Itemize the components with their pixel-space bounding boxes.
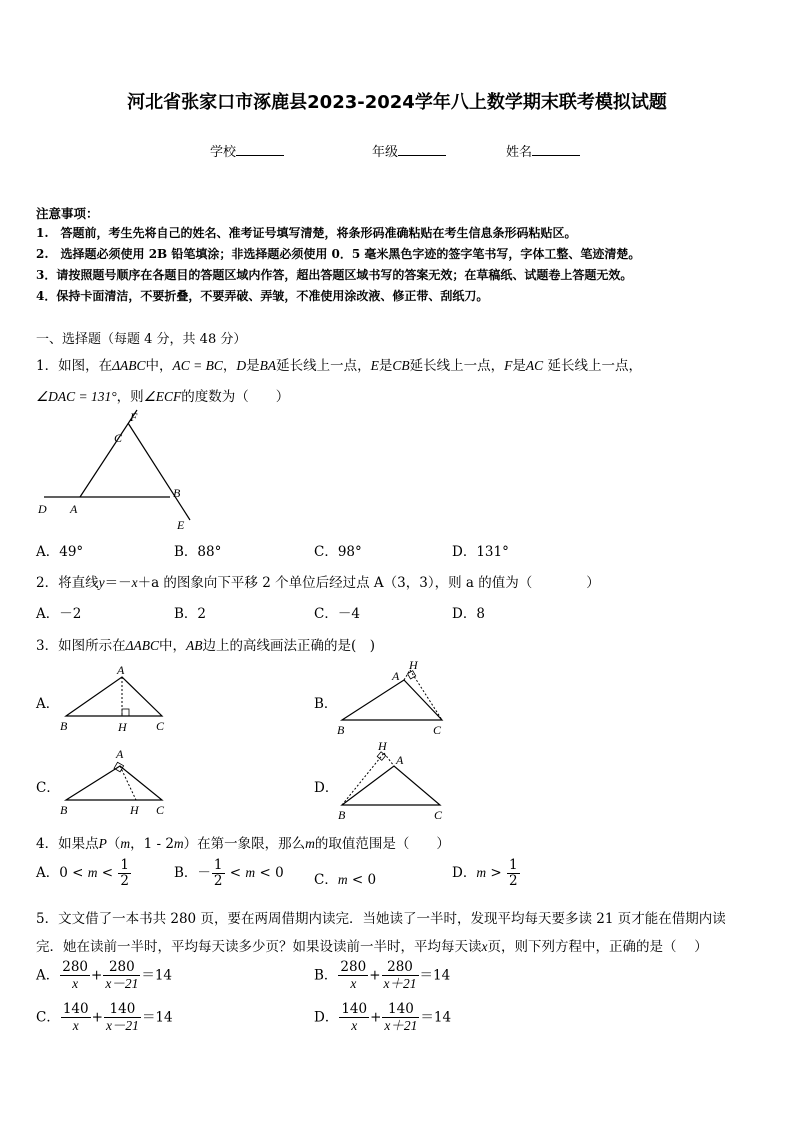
math: P <box>98 836 107 851</box>
text: 完．她在读前一半时，平均每天读多少页？如果设读前一半时，平均每天读 <box>36 939 482 955</box>
option-a[interactable] <box>36 858 132 889</box>
question-1-figure <box>30 405 210 535</box>
option-label: A． <box>36 967 60 984</box>
name-label: 姓名 <box>506 145 533 160</box>
note-item: 1. 答题前，考生先将自己的姓名、准考证号填写清楚，将条形码准确粘贴在考生信息条形码粘贴区。 <box>36 226 577 240</box>
fraction: $\frac{140}{x}$ <box>341 1001 368 1033</box>
text: 2．将直线 <box>36 575 99 591</box>
label-e: E <box>177 518 185 532</box>
text: ＝14 <box>141 1009 173 1026</box>
label-a: A <box>117 663 125 677</box>
option-a[interactable]: A． $\frac{280}{x}$ + $\frac{280}{x-21}$ ＝14 <box>36 959 173 991</box>
text: 延长线上一点， <box>409 358 505 374</box>
text: < 0 <box>347 872 377 888</box>
label-c: C <box>433 723 442 737</box>
option-b[interactable]: B． <box>314 696 338 712</box>
option-c[interactable] <box>314 868 376 888</box>
option-d-figure <box>330 738 460 823</box>
math: D <box>236 358 247 373</box>
math: m <box>476 865 487 880</box>
math: m <box>173 836 184 851</box>
math: ∠DAC = 131° <box>36 389 117 404</box>
math: E <box>370 358 379 373</box>
text: 延长线上一点， <box>276 358 371 374</box>
math: ΔABC <box>112 358 146 373</box>
option-b-figure <box>330 656 460 741</box>
text: （ <box>106 836 121 852</box>
option-a[interactable]: A．－2 <box>36 606 82 622</box>
text: － <box>197 865 211 881</box>
option-b[interactable]: B． $\frac{280}{x}$ + $\frac{280}{x+21}$ ＝14 <box>314 959 451 991</box>
text: 的度数为（ ） <box>181 389 290 405</box>
label-d: D <box>38 502 47 516</box>
label-h: H <box>378 739 387 753</box>
fraction: $\frac{280}{x}$ <box>340 959 367 991</box>
school-blank[interactable] <box>236 143 284 156</box>
option-c-figure <box>56 744 176 820</box>
option-d[interactable] <box>452 858 521 889</box>
text: 页，则下列方程中，正确的是（ ） <box>487 939 708 955</box>
label-b: B <box>337 723 345 737</box>
math: m <box>337 872 348 887</box>
math: m <box>120 836 131 851</box>
question-5-line-2 <box>36 935 708 955</box>
section-heading: 一、选择题（每题 4 分，共 48 分） <box>36 332 247 347</box>
math: AC = BC <box>172 358 223 373</box>
fraction: $\frac{1}{2}$ <box>120 857 129 889</box>
option-d[interactable]: D． <box>314 780 339 796</box>
math: CB <box>392 358 410 373</box>
question-5-line-1: 5．文文借了一本书共 280 页，要在两周借期内读完．当她读了一半时，发现平均每天要多读 21 页才能在借期内读 <box>36 911 726 927</box>
option-d[interactable]: D．131° <box>452 544 509 560</box>
option-label: D． <box>314 1009 339 1026</box>
text: 3．如图所示在 <box>36 638 126 654</box>
text: 中， <box>145 358 173 374</box>
label-a: A <box>392 669 400 683</box>
fraction: $\frac{280}{x-21}$ <box>105 959 139 991</box>
fraction: $\frac{280}{x}$ <box>62 959 89 991</box>
fraction: $\frac{280}{x+21}$ <box>383 959 417 991</box>
math: x <box>481 939 488 954</box>
math: AC <box>525 358 544 373</box>
text: ， <box>222 358 237 374</box>
option-d[interactable]: D． $\frac{140}{x}$ + $\frac{140}{x+21}$ ＝14 <box>314 1001 452 1033</box>
question-4 <box>36 832 450 852</box>
label-c: C <box>114 431 123 445</box>
option-b[interactable] <box>174 858 284 889</box>
option-label: A． <box>36 865 60 881</box>
text: ）在第一象限，那么 <box>183 836 306 852</box>
text: 是 <box>378 358 393 374</box>
note-item: 4．保持卡面清洁，不要折叠，不要弄破、弄皱，不准使用涂改液、修正带、刮纸刀。 <box>36 289 489 303</box>
math: ∠ECF <box>143 389 182 404</box>
label-h: H <box>118 720 127 734</box>
label-b: B <box>60 803 68 817</box>
option-b[interactable]: B．2 <box>174 606 207 622</box>
text: < 0 <box>255 865 284 881</box>
math: F <box>504 358 513 373</box>
fraction: $\frac{140}{x+21}$ <box>384 1001 418 1033</box>
line-ce <box>128 423 190 520</box>
option-c[interactable]: C．98° <box>314 544 362 560</box>
label-c: C <box>156 719 165 733</box>
grade-blank[interactable] <box>398 143 446 156</box>
label-a: A <box>116 747 124 761</box>
math: m <box>305 836 315 851</box>
option-label: C． <box>314 872 338 888</box>
text: < <box>97 865 118 881</box>
text: < <box>225 865 246 881</box>
grade-field <box>372 141 446 160</box>
option-label: B． <box>174 865 198 881</box>
option-c[interactable]: C． $\frac{140}{x}$ + $\frac{140}{x-21}$ ＝14 <box>36 1001 173 1033</box>
text: ＋a 的图象向下平移 2 个单位后经过点 A（3，3），则 a 的值为（ ） <box>137 575 600 591</box>
fraction: $\frac{140}{x}$ <box>62 1001 89 1033</box>
notes-heading: 注意事项： <box>36 206 99 221</box>
label-c: C <box>434 808 443 822</box>
text: 的取值范围是（ ） <box>314 836 450 852</box>
note-item: 2. 选择题必须使用 2B 铅笔填涂；非选择题必须使用 0．5 毫米黑色字迹的签字笔书写，字体工整、笔迹清楚。 <box>36 247 641 261</box>
text: ＝14 <box>419 967 451 984</box>
option-a[interactable]: A．49° <box>36 544 84 560</box>
text: ，1 - 2 <box>130 836 174 852</box>
text: > <box>486 865 506 881</box>
text: 4．如果点 <box>36 836 99 852</box>
grade-label: 年级 <box>372 145 399 160</box>
text: ＝－ <box>104 575 132 591</box>
option-a[interactable]: A． <box>36 696 60 712</box>
text: 1．如图，在 <box>36 358 113 374</box>
option-d[interactable]: D．8 <box>452 606 485 622</box>
text: 边上的高线画法正确的是( ) <box>202 638 376 654</box>
label-c: C <box>156 803 165 817</box>
name-blank[interactable] <box>532 143 580 156</box>
label-b: B <box>60 719 68 733</box>
text: 是 <box>246 358 260 374</box>
option-label: D． <box>452 865 477 881</box>
text: 是 <box>512 358 526 374</box>
math: BA <box>259 358 277 373</box>
option-c[interactable]: C． <box>36 780 60 796</box>
option-label: B． <box>314 967 338 984</box>
label-h: H <box>130 803 139 817</box>
math: ΔABC <box>125 638 160 653</box>
math: y <box>98 575 105 590</box>
school-field <box>210 141 284 160</box>
label-a: A <box>396 753 404 767</box>
note-item: 3．请按照题号顺序在各题目的答题区域内作答，超出答题区域书写的答案无效；在草稿纸、试题卷上答题无效。 <box>36 268 633 282</box>
math: m <box>245 865 256 880</box>
label-h: H <box>409 658 418 672</box>
text: ＝14 <box>141 967 173 984</box>
option-label: C． <box>36 1009 60 1026</box>
text: ，则 <box>116 389 144 405</box>
question-1-line-2 <box>36 385 289 405</box>
fraction: $\frac{1}{2}$ <box>508 857 518 889</box>
fraction: $\frac{140}{x-21}$ <box>105 1001 139 1033</box>
name-field <box>506 141 580 160</box>
option-c[interactable]: C．－4 <box>314 606 360 622</box>
text: 0 < <box>59 865 88 881</box>
text: 中， <box>159 638 187 654</box>
label-f: F <box>130 410 138 424</box>
fraction: $\frac{1}{2}$ <box>213 857 223 889</box>
question-1-line-1 <box>36 354 642 374</box>
label-b: B <box>173 486 181 500</box>
question-3 <box>36 634 375 654</box>
text: 延长线上一点， <box>543 358 642 374</box>
question-2 <box>36 571 600 591</box>
text: ＝14 <box>420 1009 452 1026</box>
math: x <box>131 575 138 590</box>
math: AB <box>186 638 203 653</box>
school-label: 学校 <box>210 145 237 160</box>
label-a: A <box>70 502 78 516</box>
page-title: 河北省张家口市涿鹿县2023-2024学年八上数学期末联考模拟试题 <box>127 92 667 113</box>
option-a-figure <box>56 660 176 738</box>
option-b[interactable]: B．88° <box>174 544 222 560</box>
math: m <box>87 865 98 880</box>
label-b: B <box>338 808 346 822</box>
